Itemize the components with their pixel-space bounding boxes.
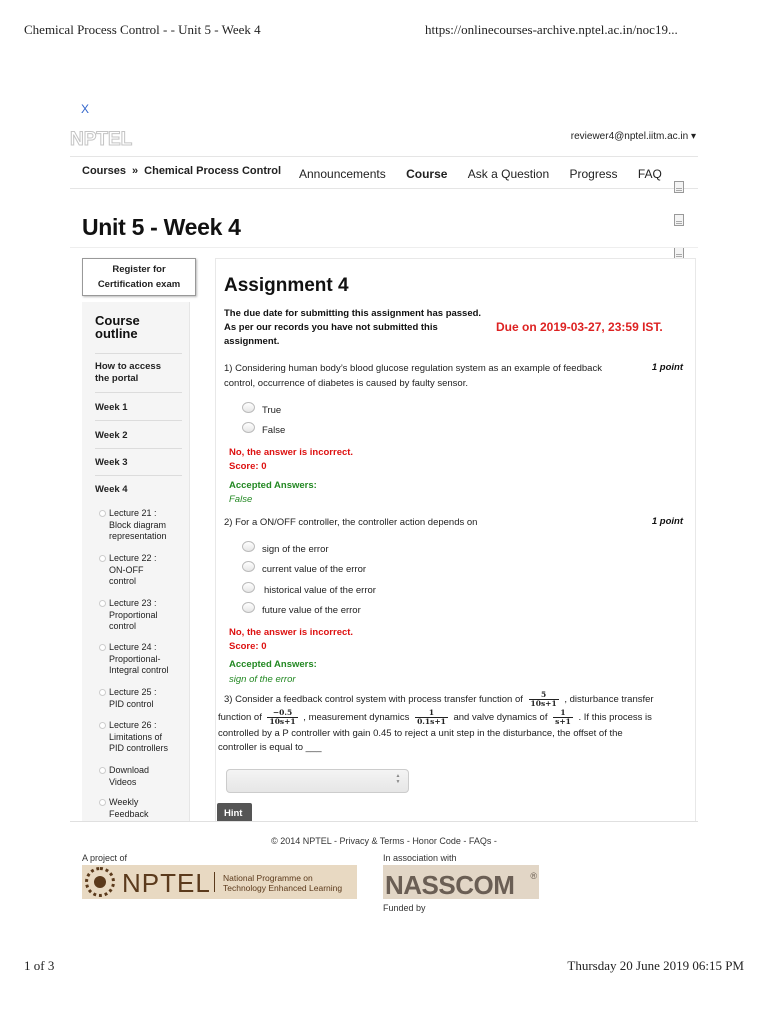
- copyright-text: © 2014 NPTEL -: [271, 836, 340, 846]
- lecture-label: Weekly: [109, 797, 139, 807]
- question-text: , disturbance transfer: [564, 694, 654, 706]
- top-navigation: [299, 167, 679, 181]
- nav-faq[interactable]: FAQ: [637, 167, 662, 181]
- due-notice-line: As per our records you have not submitted this: [224, 322, 438, 333]
- honor-code-link[interactable]: Honor Code: [412, 836, 461, 846]
- fraction-denominator: 10s+1: [530, 699, 557, 708]
- option-label: False: [262, 425, 286, 436]
- due-date: Due on 2019-03-27, 23:59 IST.: [496, 320, 663, 334]
- feedback-text: No, the answer is incorrect.: [229, 627, 354, 638]
- option-label: future value of the error: [262, 605, 361, 616]
- nptel-logo-text: NPTEL: [70, 129, 133, 150]
- sidebar-item-label: the portal: [95, 373, 139, 384]
- user-menu[interactable]: reviewer4@nptel.iitm.ac.in ▾: [570, 131, 696, 142]
- print-header-title: Chemical Process Control - - Unit 5 - Week 4: [24, 22, 261, 37]
- sidebar-item-how-to-access[interactable]: [95, 361, 182, 385]
- footer-links: [0, 836, 768, 846]
- print-footer-pages: 1 of 3: [24, 958, 55, 973]
- unit-status-icon: [99, 799, 106, 806]
- due-notice-line: The due date for submitting this assignment has passed.: [224, 308, 482, 319]
- lecture-label: Lecture 25 :: [109, 687, 157, 697]
- print-footer-datetime: Thursday 20 June 2019 06:15 PM: [567, 958, 744, 973]
- nav-divider: [70, 188, 698, 189]
- lecture-label: control: [109, 621, 137, 631]
- radio-button[interactable]: [242, 582, 255, 593]
- question-1-points: 1 point: [651, 362, 683, 373]
- sidebar-item-label: How to access: [95, 361, 161, 372]
- nptel-logo-tagline: [223, 873, 342, 893]
- footer-separator: -: [491, 836, 497, 846]
- lecture-label: PID controllers: [109, 743, 169, 753]
- question-2-accepted-label: Accepted Answers:: [229, 659, 317, 670]
- footer-separator: -: [460, 836, 469, 846]
- radio-button[interactable]: [242, 422, 255, 433]
- sidebar-divider: [95, 353, 182, 354]
- question-text-line: controller is equal to ___: [218, 742, 322, 754]
- question-2-text: 2) For a ON/OFF controller, the controller action depends on: [224, 517, 478, 528]
- nptel-wheel-icon: [85, 867, 115, 897]
- lecture-label: representation: [109, 531, 167, 541]
- fraction-numerator: 1: [553, 709, 573, 718]
- course-outline-sidebar: [82, 302, 190, 822]
- register-label-line1: Register for: [112, 264, 166, 275]
- radio-button[interactable]: [242, 561, 255, 572]
- page-title: Unit 5 - Week 4: [82, 214, 241, 240]
- option-label: sign of the error: [262, 544, 329, 555]
- question-text: . If this process is: [578, 712, 652, 724]
- lecture-label: Download: [109, 765, 150, 775]
- question-text: , measurement dynamics: [303, 712, 410, 724]
- sidebar-lecture-21[interactable]: [99, 508, 189, 543]
- question-1-feedback: [229, 446, 353, 474]
- question-text: function of: [218, 712, 262, 724]
- broken-image-icon: [674, 214, 684, 226]
- unit-status-icon: [99, 644, 106, 651]
- due-date-notice: [224, 307, 494, 349]
- register-certification-button[interactable]: [82, 258, 196, 296]
- course-outline-title: [95, 314, 140, 340]
- question-1-accepted-label: Accepted Answers:: [229, 480, 317, 491]
- lecture-label: Integral control: [109, 665, 169, 675]
- nav-progress[interactable]: Progress: [569, 167, 618, 181]
- question-text-line: [218, 691, 688, 709]
- hint-button[interactable]: Hint: [217, 803, 252, 822]
- unit-status-icon: [99, 722, 106, 729]
- lecture-label: Feedback: [109, 808, 149, 819]
- unit-status-icon: [99, 510, 106, 517]
- question-1-accepted-answer: False: [229, 494, 253, 505]
- fraction-denominator: 0.1s+1: [417, 717, 446, 727]
- sidebar-lecture-22[interactable]: [99, 553, 189, 588]
- sidebar-divider: [95, 392, 182, 393]
- unit-status-icon: [99, 689, 106, 696]
- sidebar-lecture-24[interactable]: [99, 642, 189, 677]
- lecture-label: Block diagram: [109, 519, 167, 530]
- print-header-url: https://onlinecourses-archive.nptel.ac.in/noc19...: [425, 22, 678, 37]
- breadcrumb: [82, 165, 281, 177]
- radio-button[interactable]: [242, 402, 255, 413]
- course-outline-title-line2: outline: [95, 326, 138, 341]
- option-label: current value of the error: [262, 564, 367, 575]
- fraction-denominator: 10s+1: [269, 717, 296, 727]
- due-notice-line: assignment.: [224, 336, 280, 347]
- header-divider: [70, 156, 698, 157]
- funded-by-label: Funded by: [383, 903, 426, 913]
- lecture-label: Lecture 21 :: [109, 508, 157, 518]
- title-divider: [70, 247, 698, 248]
- question-text-line: 1) Considering human body’s blood glucose regulation system as an example of feedback: [224, 363, 602, 374]
- question-2-accepted-answer: sign of the error: [229, 674, 296, 685]
- lecture-label: Proportional-: [109, 653, 161, 664]
- question-text: and valve dynamics of: [453, 712, 548, 724]
- register-label-line2: Certification exam: [97, 279, 181, 290]
- unit-status-icon: [99, 555, 106, 562]
- sidebar-item-week-4[interactable]: Week 4: [95, 484, 128, 495]
- sidebar-item-week-3[interactable]: Week 3: [95, 457, 128, 468]
- radio-button[interactable]: [242, 602, 255, 613]
- option-label: True: [262, 405, 282, 416]
- assignment-title: Assignment 4: [224, 275, 349, 296]
- question-2-points: 1 point: [651, 516, 683, 527]
- footer-separator: -: [404, 836, 413, 846]
- breadcrumb-course[interactable]: Chemical Process Control: [144, 165, 282, 177]
- question-text: 3) Consider a feedback control system with process transfer function of: [224, 694, 523, 706]
- nptel-logo-word: NPTEL: [122, 868, 211, 898]
- question-3-text: [218, 691, 688, 755]
- fraction-numerator: 1: [415, 709, 448, 718]
- sidebar-download-videos[interactable]: [99, 765, 189, 788]
- privacy-terms-link[interactable]: Privacy & Terms: [339, 836, 405, 846]
- fraction-denominator: s+1: [555, 717, 571, 727]
- question-text-line: control, occurrence of diabetes is caused by faulty sensor.: [224, 378, 468, 389]
- lecture-label: Lecture 22 :: [109, 553, 157, 563]
- sidebar-item-week-1[interactable]: Week 1: [95, 402, 128, 413]
- sidebar-divider: [95, 420, 182, 421]
- broken-image-icon: [674, 181, 684, 193]
- process-transfer-function: [529, 691, 559, 708]
- answer-number-input[interactable]: [226, 769, 409, 793]
- question-2-feedback: [229, 626, 353, 654]
- footer-divider: [70, 821, 698, 822]
- association-label: In association with: [383, 853, 457, 863]
- lecture-label: control: [109, 576, 137, 586]
- fraction-numerator: 5: [529, 691, 559, 700]
- lecture-label: ON-OFF: [109, 564, 144, 575]
- radio-button[interactable]: [242, 541, 255, 552]
- sidebar-lecture-26[interactable]: [99, 720, 189, 755]
- breadcrumb-separator: »: [132, 165, 139, 177]
- sidebar-divider: [95, 448, 182, 449]
- measurement-dynamics: [415, 709, 448, 726]
- tagline-line: National Programme on: [223, 873, 313, 883]
- lecture-label: Limitations of: [109, 731, 163, 742]
- lecture-label: Lecture 23 :: [109, 598, 157, 608]
- nav-course[interactable]: Course: [406, 167, 448, 181]
- nptel-footer-logo[interactable]: [82, 865, 357, 899]
- lecture-label: Videos: [109, 776, 137, 787]
- lecture-label: PID control: [109, 698, 154, 709]
- sidebar-item-week-2[interactable]: Week 2: [95, 430, 128, 441]
- sidebar-lecture-23[interactable]: [99, 598, 189, 633]
- project-of-label: A project of: [82, 853, 128, 863]
- nptel-logo-header[interactable]: [70, 128, 150, 150]
- question-text-line: controlled by a P controller with gain 0.45 to reject a unit step in the disturbance, the offset of the: [218, 728, 623, 740]
- close-button[interactable]: X: [81, 102, 90, 116]
- logo-divider: [214, 872, 215, 892]
- sidebar-weekly-feedback[interactable]: [99, 797, 189, 820]
- feedback-text: No, the answer is incorrect.: [229, 447, 354, 458]
- unit-status-icon: [99, 767, 106, 774]
- valve-dynamics: [553, 709, 573, 726]
- question-text-line: [218, 709, 688, 727]
- disturbance-transfer-function: [267, 709, 297, 726]
- nav-ask-question[interactable]: Ask a Question: [467, 167, 550, 181]
- nasscom-logo-word: NASSCOM: [385, 870, 515, 900]
- option-label: historical value of the error: [264, 585, 376, 596]
- unit-status-icon: [99, 600, 106, 607]
- registered-mark: ®: [530, 871, 537, 881]
- number-spinner-icon[interactable]: ▲ ▼: [395, 773, 401, 785]
- lecture-label: Lecture 26 :: [109, 720, 157, 730]
- faqs-link[interactable]: FAQs: [468, 836, 492, 846]
- course-outline-title-line1: Course: [95, 313, 140, 328]
- nav-announcements[interactable]: Announcements: [299, 167, 386, 181]
- lecture-label: Lecture 24 :: [109, 642, 157, 652]
- fraction-numerator: −0.5: [267, 709, 297, 718]
- question-1-text: [224, 361, 634, 391]
- nasscom-footer-logo[interactable]: [383, 865, 539, 899]
- lecture-label: Proportional: [109, 609, 158, 620]
- sidebar-divider: [95, 475, 182, 476]
- breadcrumb-courses[interactable]: Courses: [82, 165, 127, 177]
- score-text: Score: 0: [229, 641, 267, 652]
- sidebar-lecture-25[interactable]: [99, 687, 189, 710]
- tagline-line: Technology Enhanced Learning: [223, 883, 343, 893]
- score-text: Score: 0: [229, 461, 267, 472]
- assignment-panel: [215, 258, 696, 822]
